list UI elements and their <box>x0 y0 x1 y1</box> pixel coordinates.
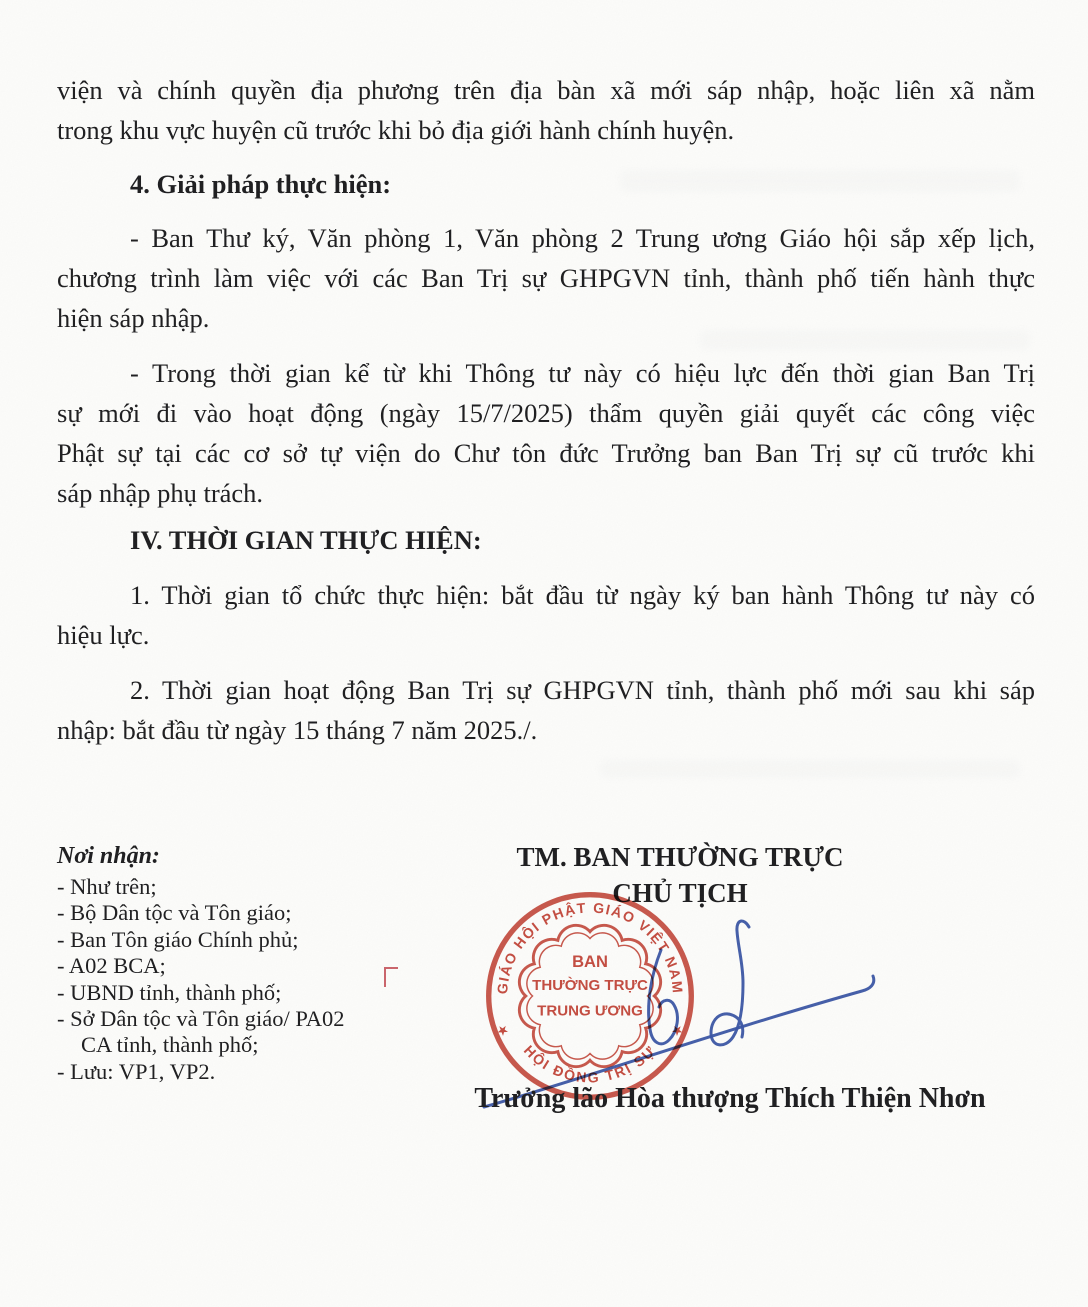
star-icon: ★ <box>495 1023 511 1038</box>
seal-ring-bottom-text: HỘI ĐỒNG TRỊ SỰ <box>520 1042 660 1086</box>
body-line: trong khu vực huyện cũ trước khi bỏ địa giới hành chính huyện. <box>57 115 735 145</box>
seal-ring-top-text: GIÁO HỘI PHẬT GIÁO VIỆT NAM <box>494 899 686 995</box>
scan-smudge <box>600 760 1020 778</box>
recipient-item-continuation: CA tỉnh, thành phố; <box>81 1032 259 1058</box>
body-line: - Ban Thư ký, Văn phòng 1, Văn phòng 2 Trung ương Giáo hội sắp xếp lịch, <box>130 223 1035 253</box>
recipient-item: - A02 BCA; <box>57 953 166 979</box>
signer-name: Trưởng lão Hòa thượng Thích Thiện Nhơn <box>474 1083 986 1114</box>
body-line: viện và chính quyền địa phương trên địa bàn xã mới sáp nhập, hoặc liên xã nằm <box>57 75 1035 105</box>
seal-center-line1: BAN <box>572 951 608 971</box>
body-line: 2. Thời gian hoạt động Ban Trị sự GHPGVN tỉnh, thành phố mới sau khi sáp <box>130 675 1035 705</box>
seal-center-line2: THƯỜNG TRỰC <box>532 977 648 995</box>
paragraph-4 <box>57 575 1035 655</box>
recipient-item: - Lưu: VP1, VP2. <box>57 1058 216 1084</box>
body-line: Phật sự tại các cơ sở tự viện do Chư tôn đức Trưởng ban Ban Trị sự cũ trước khi <box>57 438 1035 468</box>
document-body <box>57 70 1035 750</box>
recipient-item: - Bộ Dân tộc và Tôn giáo; <box>57 900 292 926</box>
heading-line: IV. THỜI GIAN THỰC HIỆN: <box>130 525 482 555</box>
recipient-item: - Sở Dân tộc và Tôn giáo/ PA02 <box>57 1006 345 1032</box>
body-line: 1. Thời gian tổ chức thực hiện: bắt đầu từ ngày ký ban hành Thông tư này có <box>130 580 1035 610</box>
red-tick-mark <box>384 967 398 987</box>
signer-title: CHỦ TỊCH <box>612 878 748 908</box>
star-icon: ★ <box>669 1023 685 1038</box>
recipients-title: Nơi nhận: <box>57 843 160 869</box>
section-heading-4 <box>57 164 1035 204</box>
recipients-block <box>57 839 417 1085</box>
body-line: sự mới đi vào hoạt động (ngày 15/7/2025) thẩm quyền giải quyết các công việc <box>57 398 1035 428</box>
signing-authority: TM. BAN THƯỜNG TRỰC <box>516 842 844 872</box>
body-line: nhập: bắt đầu từ ngày 15 tháng 7 năm 2025./. <box>57 715 538 745</box>
recipient-item: - UBND tỉnh, thành phố; <box>57 979 282 1005</box>
paragraph-1 <box>57 70 1035 150</box>
heading-line: 4. Giải pháp thực hiện: <box>130 169 392 199</box>
body-line: hiện sáp nhập. <box>57 303 210 333</box>
body-line: - Trong thời gian kể từ khi Thông tư này có hiệu lực đến thời gian Ban Trị <box>130 358 1035 388</box>
recipient-item: - Như trên; <box>57 874 157 899</box>
body-line: hiệu lực. <box>57 620 150 650</box>
section-heading-iv <box>57 520 1035 560</box>
paragraph-3 <box>57 353 1035 513</box>
body-line: sáp nhập phụ trách. <box>57 478 264 508</box>
paragraph-5 <box>57 670 1035 750</box>
paragraph-2 <box>57 218 1035 338</box>
body-line: chương trình làm việc với các Ban Trị sự GHPGVN tỉnh, thành phố tiến hành thực <box>57 263 1035 293</box>
seal-center-line3: TRUNG ƯƠNG <box>537 1002 643 1020</box>
signature-stroke <box>649 950 678 1044</box>
recipient-item: - Ban Tôn giáo Chính phủ; <box>57 926 299 952</box>
